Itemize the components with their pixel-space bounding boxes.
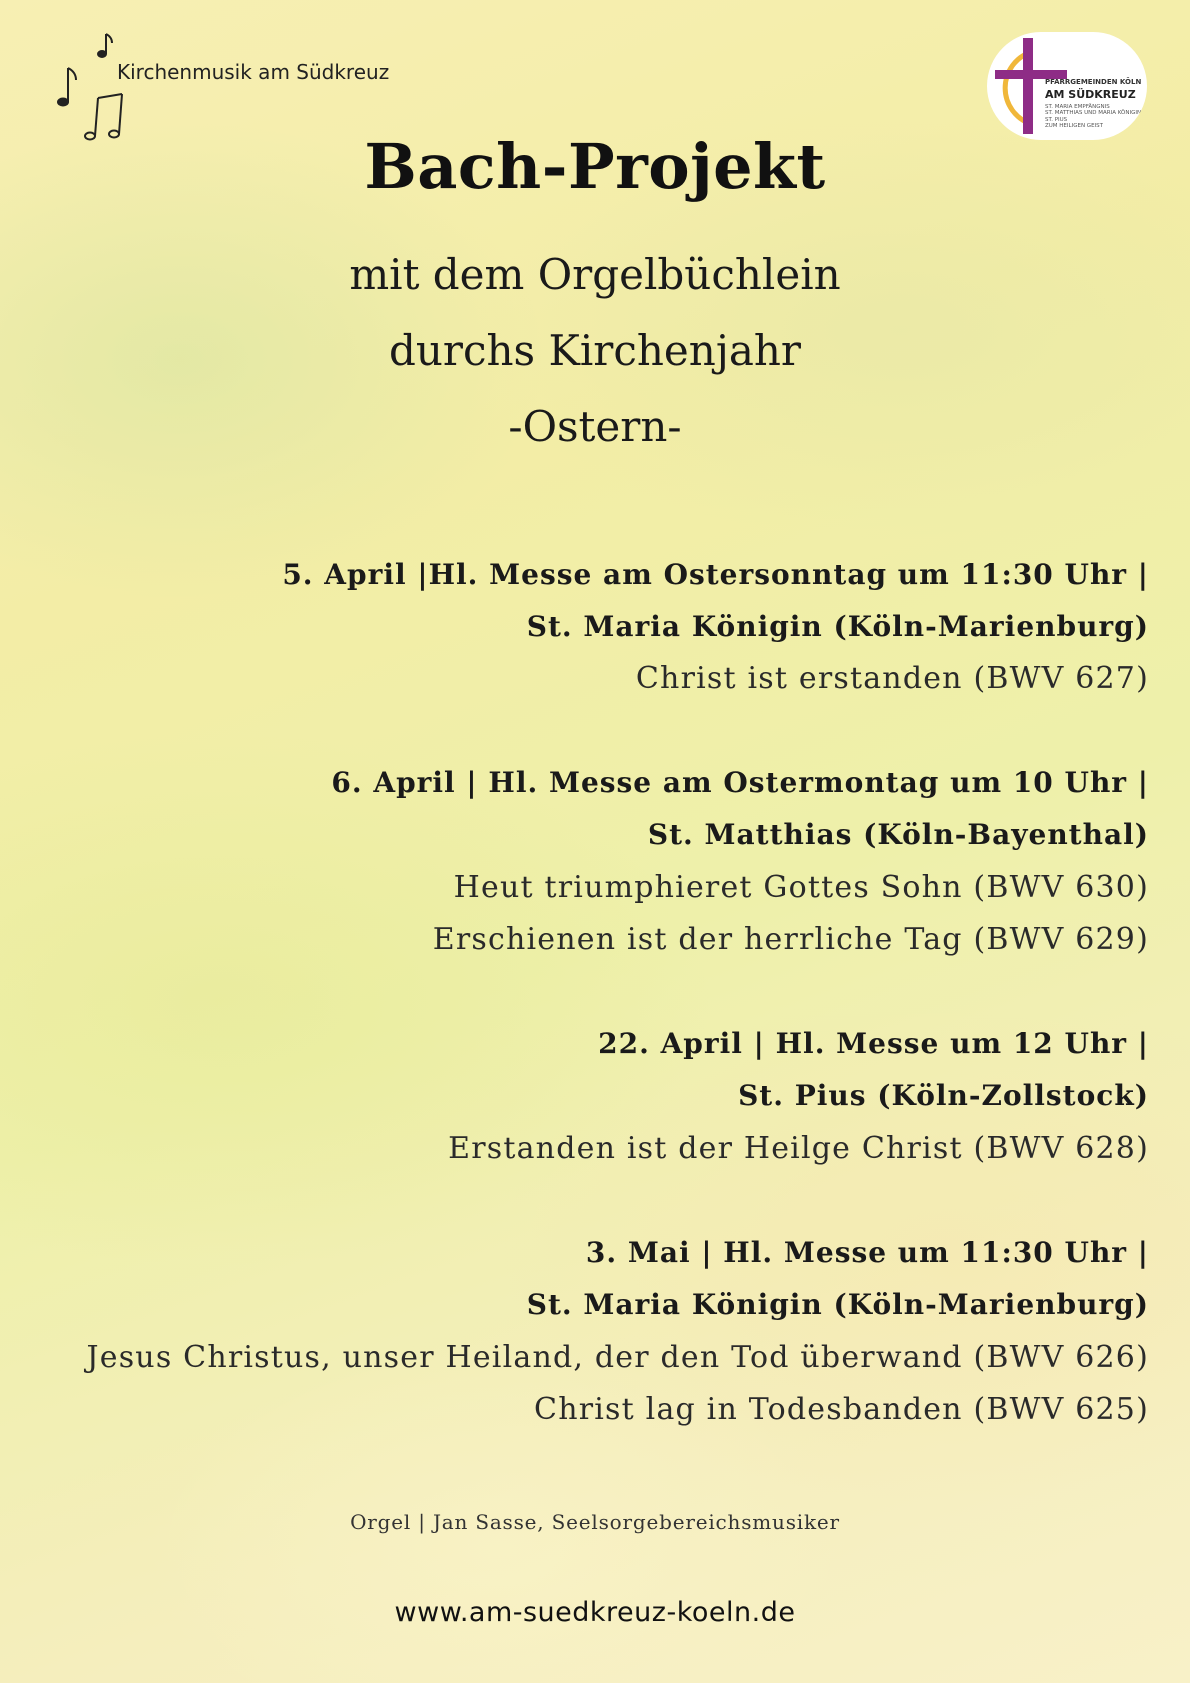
organist-credit: Orgel | Jan Sasse, Seelsorgebereichsmusiker: [350, 1510, 840, 1534]
event-4-heading: 3. Mai | Hl. Messe um 11:30 Uhr |: [585, 1236, 1149, 1269]
logo-line2: AM SÜDKREUZ: [1045, 88, 1136, 101]
event-2-piece-1: Heut triumphieret Gottes Sohn (BWV 630): [453, 870, 1149, 905]
logo-subtitle: [1045, 104, 1141, 130]
event-2-heading: 6. April | Hl. Messe am Ostermontag um 10 Uhr |: [331, 766, 1149, 799]
event-4-piece-2: Christ lag in Todesbanden (BWV 625): [534, 1392, 1149, 1427]
logo-sub2: ST. MATTHIAS UND MARIA KÖNIGIN: [1045, 110, 1142, 117]
event-4-piece-1: Jesus Christus, unser Heiland, der den Tod überwand (BWV 626): [86, 1340, 1149, 1375]
subtitle-line1: mit dem Orgelbüchlein: [349, 250, 841, 299]
event-3-location: St. Pius (Köln-Zollstock): [738, 1079, 1149, 1112]
event-2-piece-2: Erschienen ist der herrliche Tag (BWV 629): [432, 922, 1149, 957]
parish-logo: [987, 32, 1147, 140]
event-1-location: St. Maria Königin (Köln-Marienburg): [526, 610, 1149, 643]
page-title: Bach-Projekt: [364, 130, 826, 203]
logo-sub4: ZUM HEILIGEN GEIST: [1045, 123, 1104, 130]
event-2-location: St. Matthias (Köln-Bayenthal): [647, 818, 1149, 851]
subtitle-line2: durchs Kirchenjahr: [388, 326, 802, 375]
event-3-piece-1: Erstanden ist der Heilge Christ (BWV 628): [448, 1131, 1149, 1166]
website-url: www.am-suedkreuz-koeln.de: [394, 1597, 796, 1628]
event-1-heading: 5. April |Hl. Messe am Ostersonntag um 11:30 Uhr |: [282, 558, 1149, 591]
event-4-location: St. Maria Königin (Köln-Marienburg): [526, 1288, 1149, 1321]
logo-line1: PFARRGEMEINDEN KÖLN: [1045, 78, 1142, 86]
logo-sub1: ST. MARIA EMPFÄNGNIS: [1045, 104, 1110, 110]
logo-sub3: ST. PIUS: [1045, 116, 1068, 123]
event-1-piece-1: Christ ist erstanden (BWV 627): [635, 661, 1149, 696]
brand-name: Kirchenmusik am Südkreuz: [117, 60, 390, 84]
event-3-heading: 22. April | Hl. Messe um 12 Uhr |: [598, 1027, 1149, 1060]
subtitle-line3: -Ostern-: [508, 402, 682, 451]
